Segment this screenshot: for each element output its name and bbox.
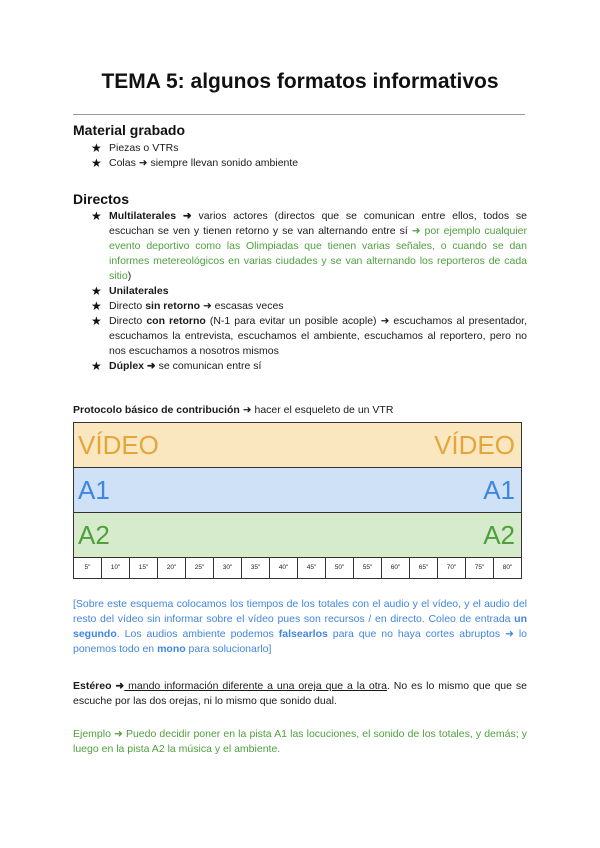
vtr-row-video: [74, 423, 521, 468]
list-item-sin-retorno: ★ Directo sin retorno ➜ escasas veces: [91, 299, 284, 313]
page-title: TEMA 5: algunos formatos informativos: [101, 70, 499, 93]
a1-label-left: A1: [78, 475, 110, 505]
time-tick: 45": [298, 558, 326, 578]
time-tick: 10": [102, 558, 130, 578]
list-item: ★ Piezas o VTRs: [91, 141, 179, 155]
estereo-paragraph: Estéreo ➜ mando información diferente a una oreja que a la otra. No es lo mismo que que se escuche por las dos orejas, ni lo mismo que sonido dual.: [73, 680, 527, 707]
protocolo-line: Protocolo básico de contribución ➜ hacer el esqueleto de un VTR: [73, 404, 394, 416]
ejemplo-paragraph: Ejemplo ➜ Puedo decidir poner en la pista A1 las locuciones, el sonido de los totales, y demás; y luego en la pista A2 la música y el ambiente.: [73, 728, 527, 755]
time-tick: 60": [382, 558, 410, 578]
star-bullet-icon: ★: [91, 314, 102, 328]
time-tick: 15": [130, 558, 158, 578]
time-tick: 75": [466, 558, 494, 578]
time-tick: 30": [214, 558, 242, 578]
star-bullet-icon: ★: [91, 299, 102, 313]
time-tick: 80": [502, 564, 513, 571]
video-label-left: VÍDEO: [78, 430, 159, 460]
directos-list: [91, 209, 527, 374]
title-divider: [73, 114, 525, 115]
star-bullet-icon: ★: [91, 284, 102, 298]
time-tick: 70": [438, 558, 466, 578]
heading-directos: Directos: [73, 191, 130, 207]
a1-label-right: A1: [483, 475, 515, 505]
material-list: [91, 141, 527, 171]
list-item-duplex: ★ Dúplex ➜ se comunican entre sí: [91, 359, 262, 373]
star-bullet-icon: ★: [91, 156, 102, 170]
time-tick: 20": [158, 558, 186, 578]
video-label-right: VÍDEO: [434, 430, 515, 460]
time-tick: 40": [270, 558, 298, 578]
time-tick: 5": [74, 558, 102, 578]
vtr-row-a1: [74, 468, 521, 513]
heading-material-grabado: Material grabado: [73, 122, 186, 138]
time-tick: 25": [186, 558, 214, 578]
list-item: ★ Colas ➜ siempre llevan sonido ambiente: [91, 156, 299, 170]
note-paragraph: [Sobre este esquema colocamos los tiempos de los totales con el audio y el vídeo, y el audio del resto del vídeo sin informar sobre el vídeo pues son recursos / en directo. Coleo de entrada un segundo. Los audios ambiente podemos falsearlos para que no haya cortes abruptos ➜ lo ponemos todo en mono para solucionarlo]: [73, 598, 528, 655]
a2-label-left: A2: [78, 520, 110, 550]
time-ticks-row: [74, 558, 521, 578]
star-bullet-icon: ★: [91, 141, 102, 155]
time-tick: 35": [242, 558, 270, 578]
vtr-skeleton-diagram: [73, 422, 522, 579]
time-tick: 65": [410, 558, 438, 578]
list-item-multilaterales: ★ Multilaterales ➜ varios actores (directos que se comunican entre ellos, todos se escuchan se ven y tienen retorno y se van alternando entre sí ➜ por ejemplo cualquier evento deportivo como las Olimpiadas que tienen varias señales, o cuando se dan informes metereológicos en varias ciudades y se van alternando los reporteros de cada sitio): [91, 209, 527, 282]
vtr-row-a2: [74, 513, 521, 558]
star-bullet-icon: ★: [91, 359, 102, 373]
time-tick: 50": [326, 558, 354, 578]
time-tick: 55": [354, 558, 382, 578]
a2-label-right: A2: [483, 520, 515, 550]
star-bullet-icon: ★: [91, 209, 102, 223]
list-item-con-retorno: ★ Directo con retorno (N-1 para evitar un posible acople) ➜ escuchamos al presentador, escuchamos la entrevista, escuchamos el ambiente, escuchamos al reportero, pero no nos escuchamos a nosotros mismos: [91, 314, 527, 357]
list-item-unilaterales: ★ Unilaterales: [91, 284, 169, 298]
